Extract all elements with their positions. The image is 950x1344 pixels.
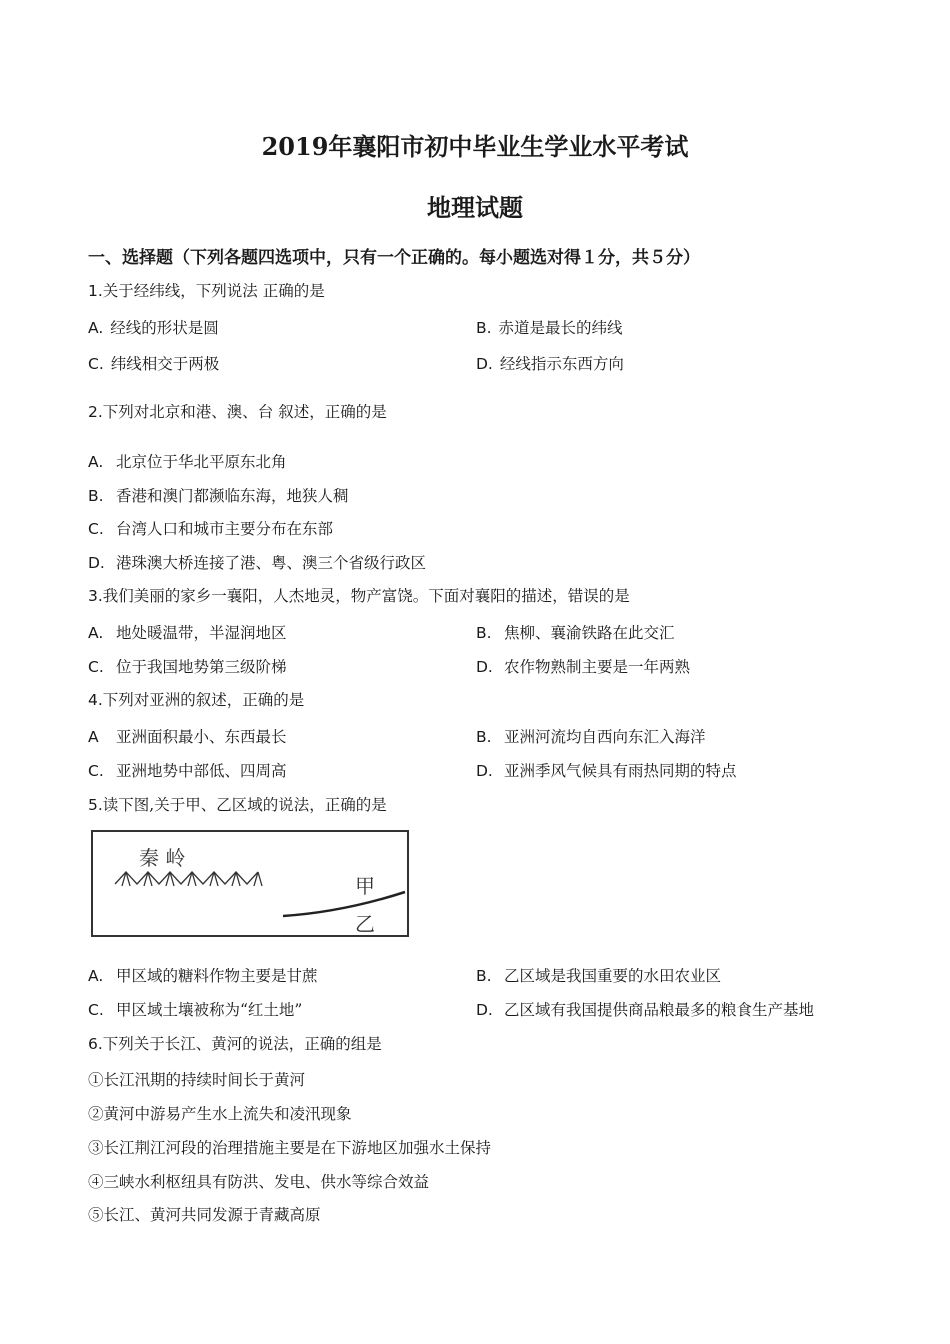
question-text: 下列对北京和港、澳、台 叙述，正确的是 (102, 403, 387, 421)
option-3a[interactable]: A. 地处暖温带，半湿润地区 (88, 624, 287, 642)
option-2c[interactable]: C. 台湾人口和城市主要分布在东部 (88, 520, 334, 538)
mountain-label: 秦 岭 (139, 846, 186, 870)
question-number: 1. (88, 282, 103, 300)
question-text: 读下图,关于甲、乙区域的说法，正确的是 (102, 796, 387, 814)
question-text: 关于经纬线，下列说法 正确的是 (102, 282, 325, 300)
question-number: 3. (88, 587, 103, 605)
question-number: 5. (88, 796, 103, 814)
option-5c[interactable]: C. 甲区域土壤被称为“红土地” (88, 1001, 303, 1019)
option-3b[interactable]: B. 焦柳、襄渝铁路在此交汇 (476, 624, 675, 642)
qinling-map-figure (91, 830, 409, 937)
section-heading: 一、选择题（下列各题四选项中，只有一个正确的。每小题选对得１分，共５分） (88, 248, 700, 268)
question-2 (88, 400, 387, 422)
option-4b[interactable]: B. 亚洲河流均自西向东汇入海洋 (476, 728, 706, 746)
option-1b[interactable]: B. 赤道是最长的纬线 (476, 319, 623, 337)
option-1d[interactable]: D. 经线指示东西方向 (476, 355, 624, 373)
question-1 (88, 279, 325, 301)
question-number: 6. (88, 1035, 103, 1053)
statement-2: ②黄河中游易产生水上流失和凌汛现象 (88, 1105, 352, 1123)
option-5a[interactable]: A. 甲区域的糖料作物主要是甘蔗 (88, 967, 318, 985)
option-3d[interactable]: D. 农作物熟制主要是一年两熟 (476, 658, 691, 676)
question-text: 我们美丽的家乡一襄阳，人杰地灵，物产富饶。下面对襄阳的描述，错误的是 (102, 587, 630, 605)
region-jia-label: 甲 (355, 874, 375, 898)
statement-3: ③长江荆江河段的治理措施主要是在下游地区加强水土保持 (88, 1139, 492, 1157)
question-3 (88, 584, 630, 606)
option-1c[interactable]: C. 纬线相交于两极 (88, 355, 220, 373)
question-number: 4. (88, 691, 103, 709)
statement-1: ①长江汛期的持续时间长于黄河 (88, 1071, 306, 1089)
option-5b[interactable]: B. 乙区域是我国重要的水田农业区 (476, 967, 722, 985)
question-6 (88, 1032, 382, 1054)
option-4a[interactable]: A 亚洲面积最小、东西最长 (88, 728, 287, 746)
option-2a[interactable]: A. 北京位于华北平原东北角 (88, 453, 287, 471)
region-yi-label: 乙 (355, 912, 375, 936)
question-4 (88, 688, 304, 710)
exam-title: 2019年襄阳市初中毕业生学业水平考试 (261, 132, 689, 161)
option-3c[interactable]: C. 位于我国地势第三级阶梯 (88, 658, 287, 676)
statement-4: ④三峡水利枢纽具有防洪、发电、供水等综合效益 (88, 1173, 430, 1191)
question-number: 2. (88, 403, 103, 421)
option-1a[interactable]: A. 经线的形状是圆 (88, 319, 219, 337)
option-2b[interactable]: B. 香港和澳门都濒临东海，地狭人稠 (88, 487, 349, 505)
boundary-line (283, 892, 405, 916)
option-4c[interactable]: C. 亚洲地势中部低、四周高 (88, 762, 287, 780)
question-5 (88, 793, 387, 815)
option-2d[interactable]: D. 港珠澳大桥连接了港、粤、澳三个省级行政区 (88, 554, 427, 572)
option-4d[interactable]: D. 亚洲季风气候具有雨热同期的特点 (476, 762, 737, 780)
option-5d[interactable]: D. 乙区域有我国提供商品粮最多的粮食生产基地 (476, 1001, 815, 1019)
statement-5: ⑤长江、黄河共同发源于青藏高原 (88, 1206, 321, 1224)
question-text: 下列关于长江、黄河的说法，正确的组是 (102, 1035, 382, 1053)
question-text: 下列对亚洲的叙述，正确的是 (102, 691, 305, 709)
exam-subtitle: 地理试题 (427, 193, 523, 222)
